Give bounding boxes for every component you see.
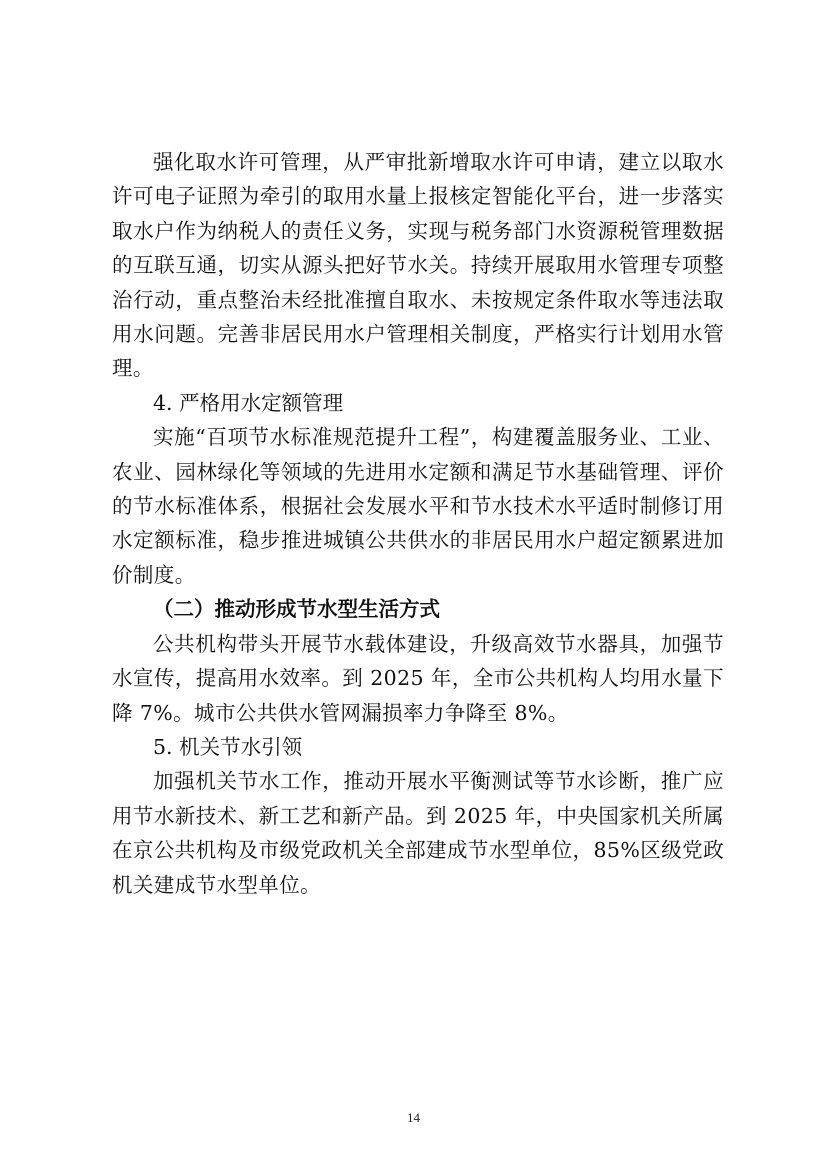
paragraph-government-water-saving: 加强机关节水工作，推动开展水平衡测试等节水诊断，推广应用节水新技术、新工艺和新产品。到 2025 年，中央国家机关所属在京公共机构及市级党政机关全部建成节水型单位，85%区级党政机关建成节水型单位。 xyxy=(112,769,724,897)
paragraph-public-institutions: 公共机构带头开展节水载体建设，升级高效节水器具，加强节水宣传，提高用水效率。到 2025 年，全市公共机构人均用水量下降 7%。城市公共供水管网漏损率力争降至 8%。 xyxy=(112,631,724,725)
section-heading-water-saving-lifestyle: （二）推动形成节水型生活方式 xyxy=(153,597,440,622)
page-number: 14 xyxy=(407,1110,420,1125)
heading-water-quota: 4. 严格用水定额管理 xyxy=(153,390,344,415)
heading-government-water-saving: 5. 机关节水引领 xyxy=(153,734,303,759)
paragraph-water-quota: 实施“百项节水标准规范提升工程”，构建覆盖服务业、工业、农业、园林绿化等领域的先进用水定额和满足节水基础管理、评价的节水标准体系，根据社会发展水平和节水技术水平适时制修订用水定额标准，稳步推进城镇公共供水的非居民用水户超定额累进加价制度。 xyxy=(112,425,724,587)
document-body xyxy=(112,145,724,902)
paragraph-water-permit: 强化取水许可管理，从严审批新增取水许可申请，建立以取水许可电子证照为牵引的取用水量上报核定智能化平台，进一步落实取水户作为纳税人的责任义务，实现与税务部门水资源税管理数据的互联互通，切实从源头把好节水关。持续开展取用水管理专项整治行动，重点整治未经批准擅自取水、未按规定条件取水等违法取用水问题。完善非居民用水户管理相关制度，严格实行计划用水管理。 xyxy=(112,150,724,381)
